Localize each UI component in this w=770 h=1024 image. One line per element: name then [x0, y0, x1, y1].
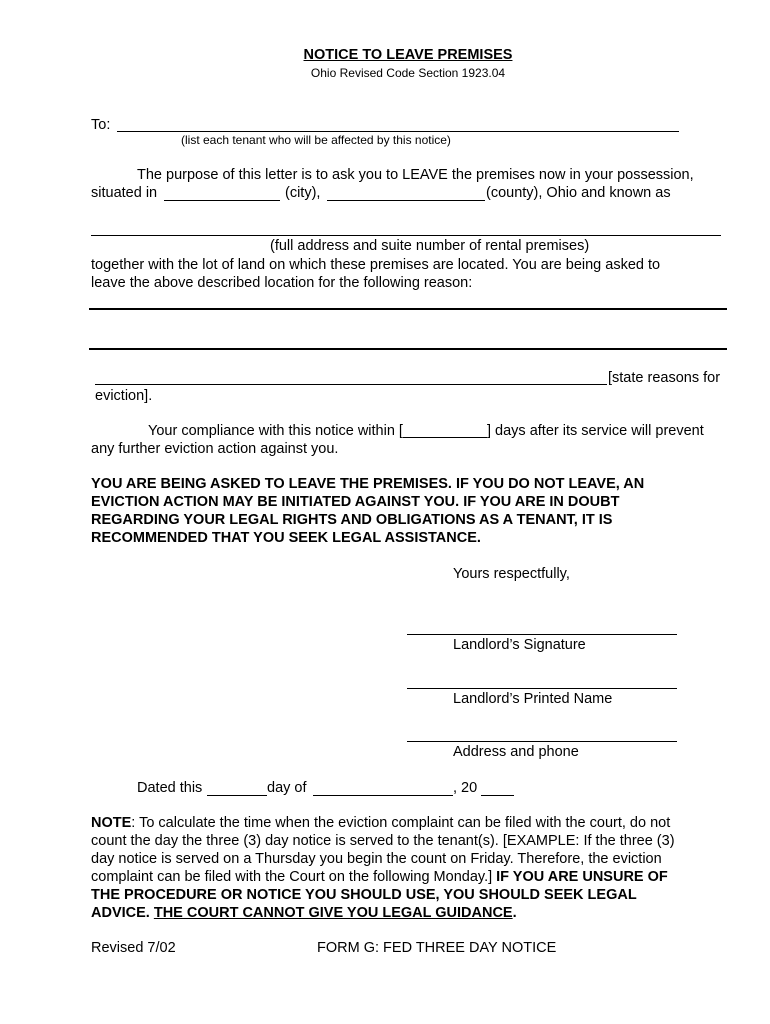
note-line-3: day notice is served on a Thursday you begin the count on Friday. Therefore, the eviction [91, 851, 662, 867]
warning-line-4: RECOMMENDED THAT YOU SEEK LEGAL ASSISTANCE. [91, 530, 481, 546]
days-field[interactable] [403, 437, 487, 438]
warning-line-2: EVICTION ACTION MAY BE INITIATED AGAINST YOU. IF YOU ARE IN DOUBT [91, 494, 620, 510]
warning-line-1: YOU ARE BEING ASKED TO LEAVE THE PREMISES. IF YOU DO NOT LEAVE, AN [91, 476, 645, 492]
note-line-4: complaint can be filed with the Court on the following Monday.] IF YOU ARE UNSURE OF [91, 869, 668, 885]
year-prefix: , 20 [453, 780, 478, 796]
day-of-label: day of [267, 780, 307, 796]
county-label: (county), Ohio and known as [486, 185, 671, 201]
situated-in-label: situated in [91, 185, 158, 201]
warning-line-3: REGARDING YOUR LEGAL RIGHTS AND OBLIGATIONS AS A TENANT, IT IS [91, 512, 613, 528]
document-subtitle: Ohio Revised Code Section 1923.04 [310, 66, 506, 80]
court-guidance-text: THE COURT CANNOT GIVE YOU LEGAL GUIDANCE [153, 905, 513, 921]
closing: Yours respectfully, [453, 566, 570, 582]
note-line-2: count the day the three (3) day notice is served to the tenant(s). [EXAMPLE: If the three (3) [91, 833, 675, 849]
note-line-6: ADVICE. THE COURT CANNOT GIVE YOU LEGAL GUIDANCE. [91, 905, 517, 921]
signature-field[interactable] [407, 634, 677, 635]
compliance-text-1: Your compliance with this notice within [ [148, 423, 403, 439]
eviction-label: eviction]. [95, 388, 153, 404]
address-field[interactable] [91, 235, 721, 236]
footer-revised: Revised 7/02 [91, 940, 176, 956]
city-field[interactable] [164, 200, 280, 201]
note-line-5: THE PROCEDURE OR NOTICE YOU SHOULD USE, YOU SHOULD SEEK LEGAL [91, 887, 637, 903]
address-phone-label: Address and phone [453, 744, 579, 760]
city-label: (city), [285, 185, 321, 201]
day-field[interactable] [207, 795, 267, 796]
year-field[interactable] [481, 795, 514, 796]
month-field[interactable] [313, 795, 453, 796]
compliance-text-3: any further eviction action against you. [91, 441, 339, 457]
address-phone-field[interactable] [407, 741, 677, 742]
county-field[interactable] [327, 200, 485, 201]
to-label: To: [91, 117, 111, 133]
printed-name-label: Landlord’s Printed Name [453, 691, 613, 707]
tenant-name-field[interactable] [117, 131, 679, 132]
dated-this-label: Dated this [137, 780, 203, 796]
note-label: NOTE [91, 815, 132, 831]
state-reasons-label: [state reasons for [608, 370, 721, 386]
reason-line-3[interactable] [95, 384, 607, 385]
printed-name-field[interactable] [407, 688, 677, 689]
together-text-2: leave the above described location for the following reason: [91, 275, 473, 291]
document-title: NOTICE TO LEAVE PREMISES [303, 47, 513, 63]
tenant-hint: (list each tenant who will be affected by this notice) [181, 133, 451, 147]
purpose-text: The purpose of this letter is to ask you to LEAVE the premises now in your possession, [137, 167, 694, 183]
address-hint: (full address and suite number of rental premises) [270, 238, 590, 254]
note-line-1: NOTE: To calculate the time when the eviction complaint can be filed with the court, do not [91, 815, 671, 831]
together-text-1: together with the lot of land on which these premises are located. You are being asked to [91, 257, 661, 273]
footer-form-name: FORM G: FED THREE DAY NOTICE [317, 940, 557, 956]
compliance-text-2: ] days after its service will prevent [487, 423, 704, 439]
reason-line-1[interactable] [89, 308, 727, 310]
reason-line-2[interactable] [89, 348, 727, 350]
signature-label: Landlord’s Signature [453, 637, 586, 653]
